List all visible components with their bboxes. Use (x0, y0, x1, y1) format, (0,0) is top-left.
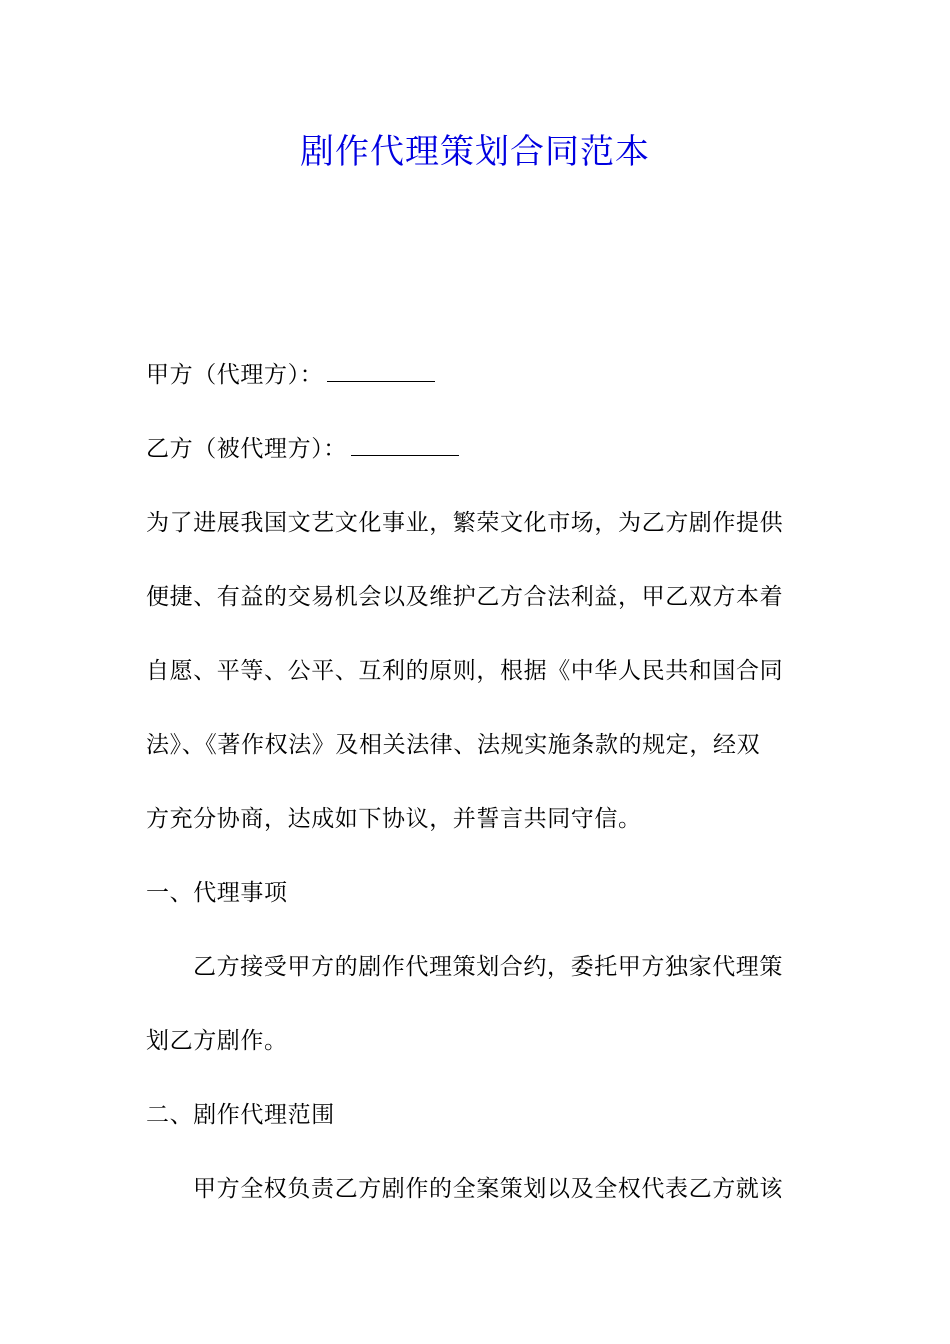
party-b-blank (351, 437, 459, 456)
party-a-label: 甲方（代理方）： (146, 362, 324, 388)
preamble-line-4: 法》、《著作权法》及相关法律、法规实施条款的规定，经双 (146, 732, 761, 758)
document-body (146, 338, 808, 1226)
document-title: 剧作代理策划合同范本 (300, 132, 650, 172)
preamble-line-2: 便捷、有益的交易机会以及维护乙方合法利益，甲乙双方本着 (146, 584, 784, 610)
section-1-line-2: 划乙方剧作。 (146, 1028, 288, 1054)
section-1-heading: 一、代理事项 (146, 880, 288, 906)
preamble-line-5: 方充分协商，达成如下协议，并誓言共同守信。 (146, 806, 642, 832)
section-2-heading: 二、剧作代理范围 (146, 1102, 335, 1128)
party-a-blank (327, 363, 435, 382)
party-b-label: 乙方（被代理方）： (146, 436, 347, 462)
section-2-line-1: 甲方全权负责乙方剧作的全案策划以及全权代表乙方就该 (193, 1176, 783, 1202)
party-a-line (146, 338, 808, 412)
preamble-line-1: 为了进展我国文艺文化事业，繁荣文化市场，为乙方剧作提供 (146, 510, 784, 536)
preamble-line-3: 自愿、平等、公平、互利的原则，根据《中华人民共和国合同 (146, 658, 784, 684)
party-b-line (146, 412, 808, 486)
section-1-line-1: 乙方接受甲方的剧作代理策划合约，委托甲方独家代理策 (193, 954, 783, 980)
